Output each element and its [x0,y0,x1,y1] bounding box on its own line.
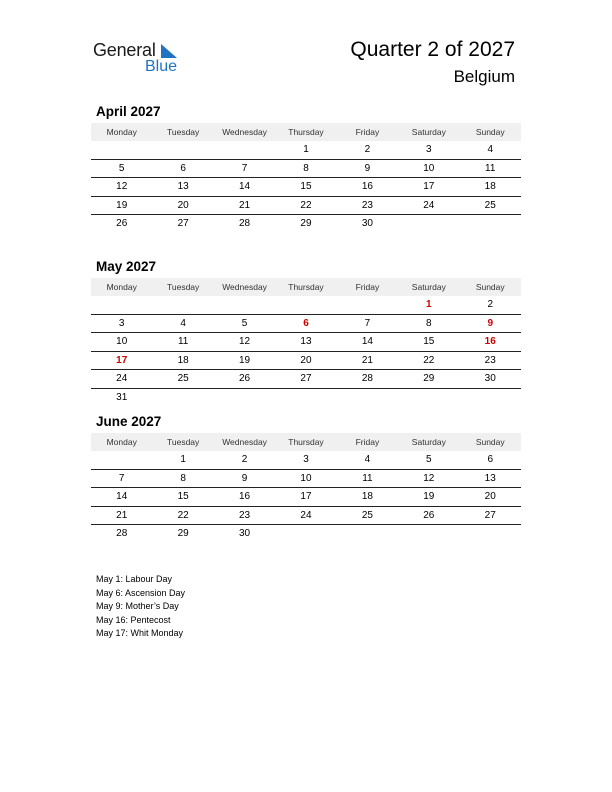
day-cell: 7 [241,162,248,174]
day-cell: 4 [487,144,494,155]
day-cell [398,215,459,233]
day-cell: 13 [300,336,312,347]
week-row [91,160,521,179]
day-cell: 11 [177,336,189,347]
weekday-label: Tuesday [166,282,200,292]
day-cell: 12 [238,336,251,347]
holiday-note: May 17: Whit Monday [96,628,184,639]
weekday-label: Friday [355,282,380,292]
week-row [91,333,521,352]
weekday-label: Monday [106,437,137,447]
day-cell [152,296,213,314]
page-title: Quarter 2 of 2027 [350,38,515,61]
weekday-label: Sunday [475,437,505,447]
holiday-note: May 9: Mother’s Day [96,601,179,612]
holiday-notes [96,573,185,641]
day-cell: 21 [361,354,373,366]
week-row [91,352,521,371]
day-cell: 5 [426,454,432,465]
day-cell: 30 [484,373,496,384]
weekday-header [91,123,521,141]
day-cell: 20 [300,354,312,366]
week-row [91,215,521,233]
day-cell: 16 [361,181,373,192]
holiday-note: May 1: Labour Day [96,574,173,584]
holiday-note: May 6: Ascension Day [96,587,186,598]
day-cell [152,141,213,159]
day-cell: 6 [303,317,309,329]
day-cell: 22 [177,509,189,521]
day-cell: 12 [423,472,435,484]
weekday-header [91,433,521,451]
day-cell: 28 [361,373,373,384]
weekday-label: Saturday [411,127,446,137]
day-cell: 6 [180,162,186,174]
day-cell: 7 [364,317,371,329]
weekday-label: Tuesday [166,437,200,447]
day-cell: 27 [177,218,189,229]
week-row [91,470,521,489]
week-row [91,141,521,160]
day-cell: 9 [487,317,494,329]
day-cell: 29 [300,218,312,229]
month-calendar [91,258,521,406]
day-cell: 2 [241,454,248,465]
day-cell [152,389,213,407]
day-cell [275,389,336,407]
day-cell: 5 [241,317,248,329]
day-cell: 23 [361,199,373,211]
day-cell: 2 [487,299,494,310]
weekday-label: Wednesday [222,437,267,447]
day-cell: 8 [426,317,432,329]
weekday-label: Tuesday [166,127,200,137]
day-cell: 26 [238,373,251,384]
week-row [91,178,521,197]
day-cell: 4 [180,317,186,329]
country-name: Belgium [453,67,515,86]
day-cell: 12 [116,181,128,192]
day-cell: 25 [177,373,189,384]
day-cell [337,525,398,543]
weekday-label: Sunday [475,282,505,292]
month-title: June 2027 [96,414,162,429]
day-cell: 25 [484,199,496,211]
day-cell: 13 [177,181,189,192]
day-cell: 28 [238,218,251,229]
month-title: April 2027 [96,104,161,119]
day-cell: 17 [300,491,312,502]
day-cell: 27 [300,373,312,384]
day-cell: 9 [364,162,371,174]
day-cell: 11 [362,472,373,484]
day-cell: 8 [180,472,186,484]
day-cell: 28 [116,528,128,539]
day-cell: 10 [116,336,128,347]
day-cell: 14 [116,491,128,502]
day-cell: 19 [238,354,251,366]
day-cell: 14 [361,336,373,347]
day-cell: 1 [303,144,309,155]
weekday-label: Thursday [288,127,324,137]
week-row [91,197,521,216]
day-cell: 7 [118,472,125,484]
day-cell: 30 [238,528,251,539]
day-cell: 3 [303,454,309,465]
day-cell [91,141,152,159]
weekday-label: Thursday [288,437,324,447]
week-row [91,451,521,470]
weekday-label: Thursday [288,282,324,292]
day-cell [275,525,336,543]
day-cell [214,389,275,407]
logo-word-general: General [93,40,156,60]
weekday-label: Saturday [411,282,446,292]
weekday-header [91,278,521,296]
logo [93,40,193,80]
day-cell [214,141,275,159]
day-cell: 5 [118,162,125,174]
day-cell: 23 [484,354,496,366]
day-cell: 24 [300,509,312,521]
day-cell: 26 [423,509,435,521]
day-cell [460,215,521,233]
week-row [91,370,521,389]
weekday-label: Monday [106,282,137,292]
day-cell: 1 [426,299,432,310]
day-cell: 22 [423,354,435,366]
day-cell [214,296,275,314]
day-cell [460,389,521,407]
month-calendar [91,413,521,543]
day-cell: 4 [364,454,371,465]
day-cell: 18 [177,354,189,366]
day-cell: 24 [423,199,435,211]
month-calendar [91,103,521,233]
week-row [91,315,521,334]
day-cell: 25 [361,509,373,521]
day-cell: 29 [177,528,189,539]
day-cell: 8 [303,162,309,174]
day-cell: 11 [485,162,496,174]
day-cell: 10 [423,162,435,174]
month-title: May 2027 [96,259,157,274]
week-row [91,389,521,407]
day-cell: 6 [487,454,494,465]
day-cell: 23 [238,509,251,521]
day-cell: 14 [238,181,251,192]
day-cell: 20 [484,491,496,502]
day-cell: 30 [361,218,373,229]
day-cell: 29 [423,373,435,384]
logo-word-blue: Blue [145,58,178,75]
day-cell: 22 [300,199,312,211]
day-cell: 27 [484,509,496,521]
day-cell: 17 [423,181,435,192]
weekday-label: Saturday [411,437,446,447]
day-cell: 15 [177,491,189,502]
logo-triangle-icon [161,44,177,58]
week-row [91,507,521,526]
weekday-label: Wednesday [222,282,267,292]
week-row [91,296,521,315]
day-cell: 10 [300,472,312,484]
day-cell [460,525,521,543]
day-cell [398,525,459,543]
day-cell: 18 [484,181,496,192]
holiday-note: May 16: Pentecost [96,614,171,625]
weekday-label: Sunday [475,127,505,137]
day-cell: 19 [423,491,435,502]
day-cell: 24 [116,373,128,384]
day-cell: 18 [361,491,373,502]
day-cell [91,296,152,314]
day-cell [91,451,152,469]
day-cell: 15 [423,336,435,347]
day-cell: 19 [116,199,128,211]
weekday-label: Friday [355,437,380,447]
week-row [91,488,521,507]
weekday-label: Monday [106,127,137,137]
day-cell: 1 [180,454,186,465]
day-cell [337,296,398,314]
day-cell: 9 [241,472,248,484]
weekday-label: Wednesday [222,127,267,137]
day-cell: 3 [426,144,432,155]
day-cell: 15 [300,181,312,192]
day-cell: 20 [177,199,189,211]
day-cell: 31 [116,391,128,403]
week-row [91,525,521,543]
day-cell [337,389,398,407]
day-cell: 16 [484,336,496,347]
day-cell [275,296,336,314]
day-cell: 3 [118,317,125,329]
day-cell: 26 [116,218,128,229]
day-cell: 2 [364,144,371,155]
day-cell: 21 [238,199,251,211]
day-cell: 21 [116,509,128,521]
day-cell [398,389,459,407]
day-cell: 16 [238,491,251,502]
weekday-label: Friday [355,127,380,137]
day-cell: 17 [116,354,128,366]
day-cell: 13 [484,472,496,484]
